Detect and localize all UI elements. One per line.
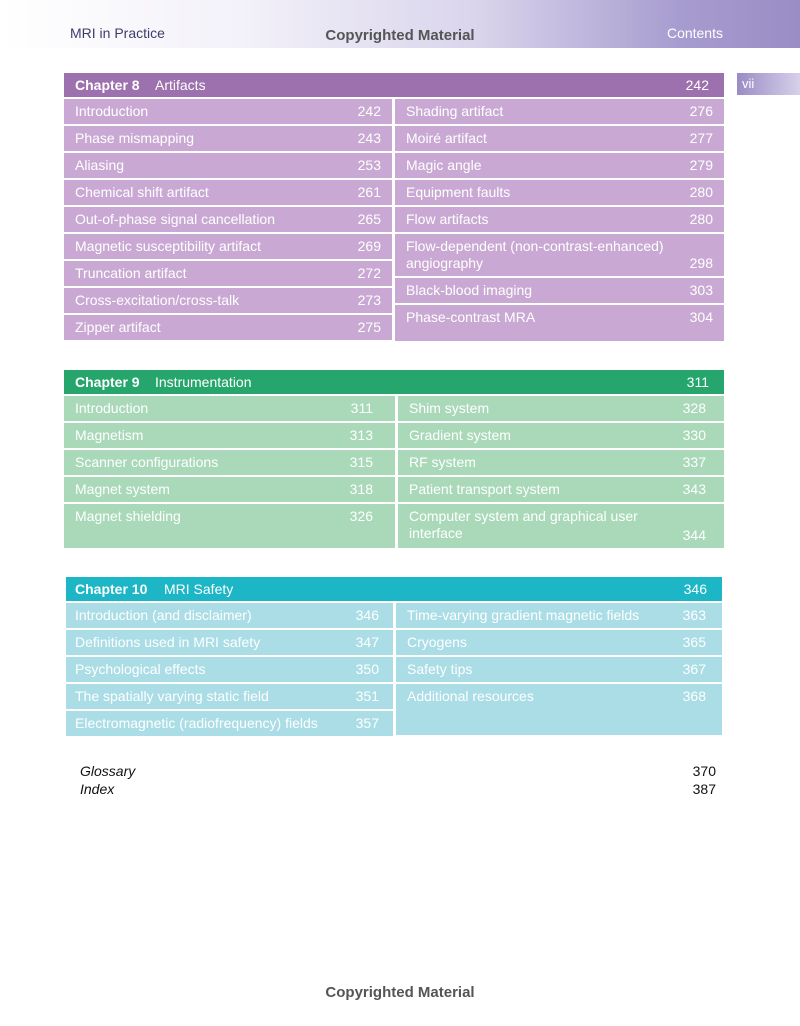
entry-title: Index: [80, 781, 115, 797]
toc-entry[interactable]: [64, 234, 392, 259]
copyright-watermark: Copyrighted Material: [325, 27, 475, 44]
entry-title: Patient transport system: [409, 481, 560, 497]
back-matter: [80, 762, 716, 798]
entry-title: Truncation artifact: [75, 265, 187, 281]
toc-entry[interactable]: [64, 153, 392, 178]
entry-title: Phase-contrast MRA: [406, 309, 536, 325]
entry-title: Shim system: [409, 400, 490, 416]
left-column: [64, 396, 395, 550]
entry-title: Psychological effects: [75, 661, 206, 677]
right-column: [395, 99, 724, 343]
entry-page: 303: [689, 282, 713, 298]
toc-entry[interactable]: [398, 450, 724, 475]
toc-entry[interactable]: [64, 315, 392, 340]
chapter-number: Chapter 9: [75, 374, 140, 390]
toc-entry[interactable]: [396, 657, 722, 682]
entry-page: 344: [682, 527, 706, 543]
entry-title: Computer system and graphical user interface: [409, 508, 638, 541]
entry-page: 351: [355, 688, 379, 704]
entry-page: 387: [692, 781, 716, 797]
entry-title: Magnet shielding: [75, 508, 181, 524]
entry-title: Cross-excitation/cross-talk: [75, 292, 240, 308]
page-number: vii: [737, 73, 800, 95]
toc-entry[interactable]: [66, 630, 393, 655]
entry-title: Chemical shift artifact: [75, 184, 209, 200]
entry-title: The spatially varying static field: [75, 688, 269, 704]
entry-page: 328: [682, 400, 706, 416]
entry-page: 365: [682, 634, 706, 650]
section-grid: [64, 99, 724, 337]
footer-watermark: Copyrighted Material: [325, 984, 475, 1001]
entry-page: 346: [355, 607, 379, 623]
toc-entry[interactable]: [64, 396, 395, 421]
toc-entry-index[interactable]: [80, 780, 716, 798]
entry-title: Time-varying gradient magnetic fields: [407, 607, 640, 623]
entry-title: Moiré artifact: [406, 130, 487, 146]
entry-title: Introduction (and disclaimer): [75, 607, 252, 623]
toc-entry[interactable]: [395, 207, 724, 232]
toc-entry[interactable]: [64, 207, 392, 232]
toc-entry[interactable]: [398, 504, 724, 548]
entry-title: Magic angle: [406, 157, 482, 173]
entry-title: Cryogens: [407, 634, 467, 650]
entry-page: 318: [349, 481, 373, 497]
toc-entry[interactable]: [396, 684, 722, 735]
entry-title: Gradient system: [409, 427, 511, 443]
toc-entry[interactable]: [398, 477, 724, 502]
toc-entry[interactable]: [395, 305, 724, 341]
toc-entry[interactable]: [64, 504, 395, 548]
entry-title: Shading artifact: [406, 103, 504, 119]
entry-page: 330: [682, 427, 706, 443]
toc-entry[interactable]: [395, 278, 724, 303]
toc-entry[interactable]: [395, 234, 724, 276]
entry-page: 311: [350, 400, 373, 416]
entry-title: Magnetic susceptibility artifact: [75, 238, 261, 254]
entry-page: 242: [357, 103, 381, 119]
toc-entry[interactable]: [66, 603, 393, 628]
entry-title: Aliasing: [75, 157, 125, 173]
section-grid: [66, 603, 722, 735]
chapter-title: Instrumentation: [155, 374, 252, 390]
toc-entry[interactable]: [395, 153, 724, 178]
entry-page: 243: [357, 130, 381, 146]
entry-title: Magnet system: [75, 481, 170, 497]
toc-entry[interactable]: [64, 477, 395, 502]
entry-title: Equipment faults: [406, 184, 511, 200]
toc-entry[interactable]: [64, 450, 395, 475]
entry-page: 347: [355, 634, 379, 650]
entry-page: 253: [357, 157, 381, 173]
entry-title: Safety tips: [407, 661, 473, 677]
entry-title: Zipper artifact: [75, 319, 161, 335]
toc-entry[interactable]: [395, 99, 724, 124]
entry-page: 370: [692, 763, 716, 779]
toc-entry[interactable]: [395, 180, 724, 205]
section-title: Contents: [666, 25, 723, 41]
chapter-8-block: [64, 73, 724, 337]
entry-title: Flow artifacts: [406, 211, 489, 227]
entry-page: 280: [689, 184, 713, 200]
entry-page: 363: [682, 607, 706, 623]
left-column: [66, 603, 393, 738]
toc-entry[interactable]: [64, 261, 392, 286]
entry-page: 261: [357, 184, 381, 200]
entry-page: 313: [349, 427, 373, 443]
entry-page: 357: [355, 715, 379, 731]
entry-title: Scanner configurations: [75, 454, 219, 470]
entry-title: Additional resources: [407, 688, 534, 704]
toc-entry[interactable]: [64, 180, 392, 205]
toc-entry-glossary[interactable]: [80, 762, 716, 780]
entry-page: 269: [357, 238, 381, 254]
entry-title: Magnetism: [75, 427, 144, 443]
entry-page: 273: [357, 292, 381, 308]
toc-entry[interactable]: [396, 603, 722, 628]
chapter-heading[interactable]: [66, 577, 722, 601]
entry-page: 343: [682, 481, 706, 497]
entry-page: 326: [349, 508, 373, 524]
entry-page: 337: [682, 454, 706, 470]
book-title: MRI in Practice: [70, 25, 165, 41]
toc-entry[interactable]: [66, 711, 393, 736]
chapter-page: 242: [685, 77, 709, 93]
entry-page: 304: [689, 309, 713, 325]
entry-page: 298: [689, 255, 713, 271]
entry-title: Phase mismapping: [75, 130, 195, 146]
entry-title: Glossary: [80, 763, 136, 779]
entry-page: 280: [689, 211, 713, 227]
toc-entry[interactable]: [64, 423, 395, 448]
page-header: [0, 0, 800, 48]
entry-page: 367: [682, 661, 706, 677]
chapter-page: 346: [683, 581, 707, 597]
entry-title: Introduction: [75, 103, 149, 119]
entry-title: Flow-dependent (non-contrast-enhanced) angiography: [406, 238, 664, 271]
entry-title: Definitions used in MRI safety: [75, 634, 261, 650]
toc-entry[interactable]: [66, 657, 393, 682]
chapter-title: MRI Safety: [164, 581, 234, 597]
entry-page: 277: [689, 130, 713, 146]
entry-title: Introduction: [75, 400, 149, 416]
toc-entry[interactable]: [64, 99, 392, 124]
chapter-heading[interactable]: [64, 370, 724, 394]
chapter-title: Artifacts: [155, 77, 206, 93]
section-grid: [64, 396, 724, 548]
entry-page: 275: [357, 319, 381, 335]
left-column: [64, 99, 392, 342]
entry-page: 265: [357, 211, 381, 227]
toc-entry[interactable]: [398, 423, 724, 448]
entry-page: 279: [689, 157, 713, 173]
entry-title: Out-of-phase signal cancellation: [75, 211, 276, 227]
chapter-9-block: [64, 370, 724, 548]
right-column: [398, 396, 724, 550]
entry-page: 350: [355, 661, 379, 677]
toc-entry[interactable]: [66, 684, 393, 709]
chapter-heading[interactable]: [64, 73, 724, 97]
toc-entry[interactable]: [398, 396, 724, 421]
entry-page: 315: [349, 454, 373, 470]
toc-entry[interactable]: [395, 126, 724, 151]
chapter-number: Chapter 8: [75, 77, 140, 93]
chapter-number: Chapter 10: [75, 581, 148, 597]
toc-entry[interactable]: [64, 126, 392, 151]
entry-page: 272: [357, 265, 381, 281]
entry-title: Electromagnetic (radiofrequency) fields: [75, 715, 318, 731]
chapter-10-block: [66, 577, 722, 735]
entry-page: 368: [682, 688, 706, 704]
toc-entry[interactable]: [64, 288, 392, 313]
chapter-page: 311: [686, 374, 709, 390]
entry-page: 276: [689, 103, 713, 119]
entry-title: RF system: [409, 454, 476, 470]
right-column: [396, 603, 722, 737]
toc-entry[interactable]: [396, 630, 722, 655]
entry-title: Black-blood imaging: [406, 282, 533, 298]
